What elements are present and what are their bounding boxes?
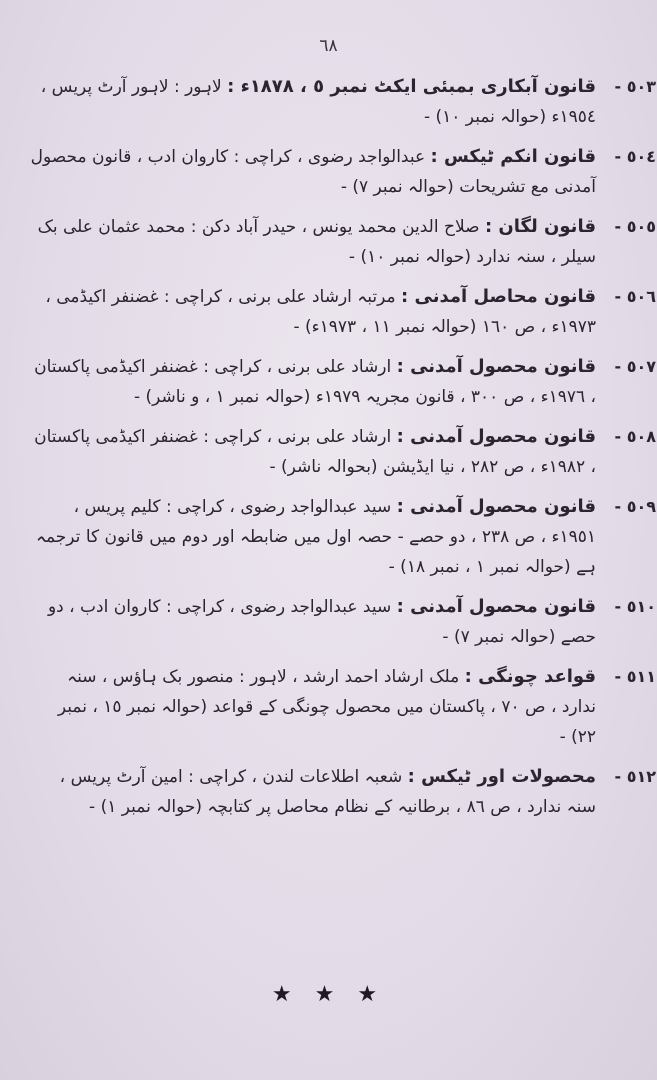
entry-details: سید عبدالواجد رضوی ، کراچی : کاروان ادب ، دو حصے (حوالہ نمبر ٧) - xyxy=(47,597,596,647)
entry-number: - ٥٠٤ xyxy=(614,147,656,166)
entry-title: محصولات اور ٹیکس : xyxy=(407,766,596,787)
bibliography-entry xyxy=(30,422,656,482)
entry-number: - ٥١٢ xyxy=(614,767,656,786)
page-number: ٦٨ xyxy=(319,36,338,56)
bibliography-entry xyxy=(30,352,656,412)
entry-details: سید عبدالواجد رضوی ، کراچی : کلیم پریس ، ١٩٥١ء ، ص ٢٣٨ ، دو حصے - حصہ اول میں ضابطہ اور دوم میں قانون کا ترجمہ ہے (حوالہ نمبر ١ ، نمبر ١٨) - xyxy=(36,497,596,577)
entry-number: - ٥٠٦ xyxy=(614,287,656,306)
entry-title: قانون آبکاری بمبئی ایکٹ نمبر ٥ ، ١٨٧٨ء : xyxy=(227,76,596,97)
entry-title: قانون محصول آمدنی : xyxy=(396,496,596,517)
bibliography-entry xyxy=(30,72,656,132)
entry-title: قواعد چونگی : xyxy=(464,666,596,687)
entry-title: قانون محاصل آمدنی : xyxy=(401,286,596,307)
end-stars-ornament: ★ ★ ★ xyxy=(271,982,386,1007)
entry-number: - ٥١٠ xyxy=(614,597,656,616)
entry-details: مرتبہ ارشاد علی برنی ، کراچی : غضنفر اکیڈمی ، ١٩٧٣ء ، ص ١٦٠ (حوالہ نمبر ١١ ، ١٩٧٣ء) - xyxy=(45,287,596,337)
entry-number: - ٥٠٣ xyxy=(614,77,656,96)
entry-title: قانون محصول آمدنی : xyxy=(396,356,596,377)
entry-details: لاہور : لاہور آرٹ پریس ، ١٩٥٤ء (حوالہ نمبر ١٠) - xyxy=(40,77,596,127)
bibliography-entry xyxy=(30,142,656,202)
entry-title: قانون محصول آمدنی : xyxy=(396,426,596,447)
entry-number: - ٥٠٥ xyxy=(614,217,656,236)
entry-title: قانون لگان : xyxy=(484,216,596,237)
bibliography-list xyxy=(30,72,656,832)
entry-details: شعبہ اطلاعات لندن ، کراچی : امین آرٹ پریس ، سنہ ندارد ، ص ٨٦ ، برطانیہ کے نظام محاصل پر کتابچہ (حوالہ نمبر ١) - xyxy=(59,767,596,817)
bibliography-entry xyxy=(30,762,656,822)
entry-details: ارشاد علی برنی ، کراچی : غضنفر اکیڈمی پاکستان ، ١٩٨٢ء ، ص ٢٨٢ ، نیا ایڈیشن (بحوالہ ناشر) - xyxy=(34,427,596,477)
entry-details: عبدالواجد رضوی ، کراچی : کاروان ادب ، قانون محصول آمدنی مع تشریحات (حوالہ نمبر ٧) - xyxy=(30,147,596,197)
entry-title: قانون محصول آمدنی : xyxy=(396,596,596,617)
entry-number: - ٥٠٧ xyxy=(614,357,656,376)
bibliography-entry xyxy=(30,282,656,342)
entry-number: - ٥٠٨ xyxy=(614,427,656,446)
entry-details: صلاح الدین محمد یونس ، حیدر آباد دکن : محمد عثمان علی بک سیلر ، سنہ ندارد (حوالہ نمبر ١٠) - xyxy=(37,217,596,267)
entry-number: - ٥١١ xyxy=(614,667,656,686)
entry-details: ارشاد علی برنی ، کراچی : غضنفر اکیڈمی پاکستان ، ١٩٧٦ء ، ص ٣٠٠ ، قانون مجریہ ١٩٧٩ء (حوالہ نمبر ١ ، و ناشر) - xyxy=(34,357,596,407)
entry-title: قانون انکم ٹیکس : xyxy=(430,146,596,167)
bibliography-entry xyxy=(30,592,656,652)
bibliography-entry xyxy=(30,492,656,582)
bibliography-entry xyxy=(30,662,656,752)
bibliography-entry xyxy=(30,212,656,272)
entry-number: - ٥٠٩ xyxy=(614,497,656,516)
entry-details: ملک ارشاد احمد ارشد ، لاہور : منصور بک ہاؤس ، سنہ ندارد ، ص ٧٠ ، پاکستان میں محصول چونگی کے قواعد (حوالہ نمبر ١٥ ، نمبر ٢٢) - xyxy=(57,667,596,747)
